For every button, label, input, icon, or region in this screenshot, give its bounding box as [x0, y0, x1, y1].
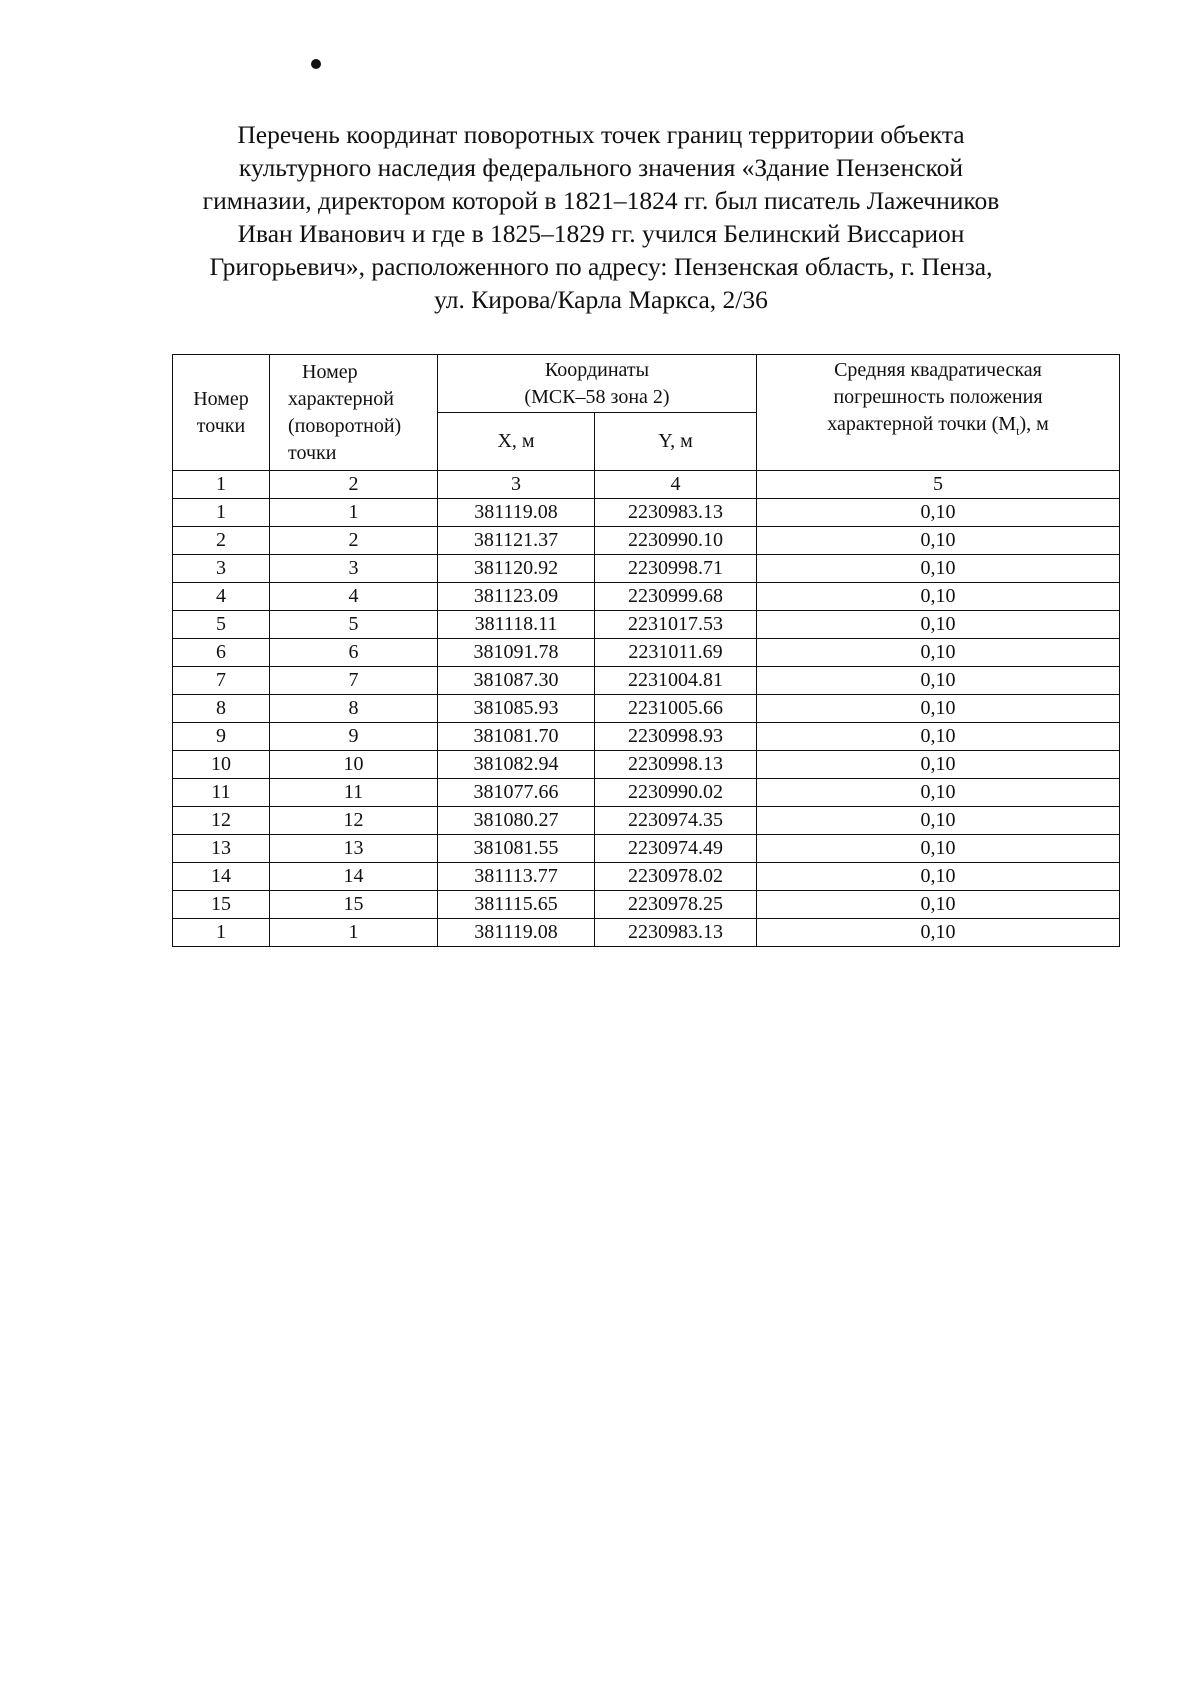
table-row	[173, 891, 1120, 919]
cell-error: 0,10	[757, 499, 1120, 527]
header-point-number	[173, 355, 270, 471]
cell-x: 381081.70	[438, 723, 595, 751]
cell-y: 2230990.02	[595, 779, 757, 807]
table-row	[173, 611, 1120, 639]
header-text: (МСК–58 зона 2)	[524, 385, 670, 408]
table-row	[173, 639, 1120, 667]
cell-error: 0,10	[757, 863, 1120, 891]
cell-characteristic-point: 15	[270, 891, 438, 919]
header-y: Y, м	[595, 413, 757, 471]
table-row	[173, 835, 1120, 863]
cell-x: 381121.37	[438, 527, 595, 555]
cell-x: 381115.65	[438, 891, 595, 919]
cell-point-number: 9	[173, 723, 270, 751]
cell-characteristic-point: 11	[270, 779, 438, 807]
cell-y: 2231017.53	[595, 611, 757, 639]
cell-y: 2230998.93	[595, 723, 757, 751]
cell-x: 381123.09	[438, 583, 595, 611]
cell-point-number: 4	[173, 583, 270, 611]
table-row	[173, 863, 1120, 891]
title-line: Иван Иванович и где в 1825–1829 гг. учился Белинский Виссарион	[237, 219, 965, 248]
cell-characteristic-point: 5	[270, 611, 438, 639]
cell-error: 0,10	[757, 891, 1120, 919]
title-line: гимназии, директором которой в 1821–1824 гг. был писатель Лажечников	[202, 186, 1000, 215]
header-text: погрешность положения	[833, 386, 1043, 408]
table-row	[173, 667, 1120, 695]
cell-error: 0,10	[757, 667, 1120, 695]
cell-point-number: 11	[173, 779, 270, 807]
table-row	[173, 527, 1120, 555]
cell-x: 381080.27	[438, 807, 595, 835]
header-characteristic-point-number	[270, 355, 438, 471]
cell-error: 0,10	[757, 611, 1120, 639]
cell-characteristic-point: 7	[270, 667, 438, 695]
cell-point-number: 12	[173, 807, 270, 835]
cell-error: 0,10	[757, 527, 1120, 555]
cell-error: 0,10	[757, 807, 1120, 835]
cell-error: 0,10	[757, 751, 1120, 779]
title-line: Перечень координат поворотных точек границ территории объекта	[237, 120, 965, 149]
cell-x: 381082.94	[438, 751, 595, 779]
table-row	[173, 807, 1120, 835]
header-text: точки	[196, 414, 246, 437]
column-number: 4	[595, 471, 757, 499]
cell-point-number: 3	[173, 555, 270, 583]
cell-y: 2231005.66	[595, 695, 757, 723]
subscript-t: t	[1016, 424, 1020, 438]
header-text	[757, 411, 1119, 445]
cell-characteristic-point: 1	[270, 919, 438, 947]
header-text: (поворотной)	[288, 414, 402, 437]
table-row	[173, 583, 1120, 611]
cell-characteristic-point: 1	[270, 499, 438, 527]
cell-y: 2230990.10	[595, 527, 757, 555]
cell-error: 0,10	[757, 639, 1120, 667]
document-title	[170, 118, 1032, 316]
table-row	[173, 499, 1120, 527]
column-number-row	[173, 471, 1120, 499]
cell-y: 2230978.25	[595, 891, 757, 919]
cell-characteristic-point: 10	[270, 751, 438, 779]
header-text: Номер	[302, 360, 358, 383]
cell-x: 381119.08	[438, 499, 595, 527]
header-text: Координаты	[544, 358, 650, 381]
column-number: 5	[757, 471, 1120, 499]
cell-error: 0,10	[757, 695, 1120, 723]
cell-x: 381081.55	[438, 835, 595, 863]
cell-point-number: 7	[173, 667, 270, 695]
cell-error: 0,10	[757, 835, 1120, 863]
cell-point-number: 8	[173, 695, 270, 723]
title-line: культурного наследия федерального значения «Здание Пензенской	[238, 153, 964, 182]
header-text-part: характерной точки (M	[827, 413, 1017, 435]
cell-x: 381120.92	[438, 555, 595, 583]
cell-y: 2230983.13	[595, 499, 757, 527]
cell-y: 2231004.81	[595, 667, 757, 695]
cell-x: 381119.08	[438, 919, 595, 947]
cell-characteristic-point: 3	[270, 555, 438, 583]
cell-error: 0,10	[757, 919, 1120, 947]
cell-point-number: 15	[173, 891, 270, 919]
coordinates-table	[172, 354, 1120, 947]
title-line: Григорьевич», расположенного по адресу: Пензенская область, г. Пенза,	[209, 252, 993, 281]
column-number: 2	[270, 471, 438, 499]
cell-error: 0,10	[757, 723, 1120, 751]
column-number: 1	[173, 471, 270, 499]
table-row	[173, 555, 1120, 583]
cell-error: 0,10	[757, 555, 1120, 583]
cell-characteristic-point: 13	[270, 835, 438, 863]
header-text: точки	[288, 441, 337, 464]
cell-x: 381113.77	[438, 863, 595, 891]
cell-characteristic-point: 9	[270, 723, 438, 751]
cell-characteristic-point: 2	[270, 527, 438, 555]
cell-characteristic-point: 6	[270, 639, 438, 667]
table-row	[173, 723, 1120, 751]
cell-error: 0,10	[757, 583, 1120, 611]
cell-point-number: 5	[173, 611, 270, 639]
cell-y: 2230983.13	[595, 919, 757, 947]
cell-x: 381118.11	[438, 611, 595, 639]
cell-error: 0,10	[757, 779, 1120, 807]
bullet-point	[311, 59, 321, 69]
table-body	[173, 471, 1120, 947]
header-text: Номер	[193, 387, 249, 410]
cell-x: 381091.78	[438, 639, 595, 667]
cell-point-number: 1	[173, 499, 270, 527]
cell-point-number: 10	[173, 751, 270, 779]
cell-y: 2230998.13	[595, 751, 757, 779]
cell-x: 381085.93	[438, 695, 595, 723]
header-x: X, м	[438, 413, 595, 471]
cell-point-number: 13	[173, 835, 270, 863]
table-row	[173, 919, 1120, 947]
cell-y: 2230974.49	[595, 835, 757, 863]
cell-characteristic-point: 4	[270, 583, 438, 611]
cell-x: 381087.30	[438, 667, 595, 695]
cell-y: 2230978.02	[595, 863, 757, 891]
cell-characteristic-point: 8	[270, 695, 438, 723]
table-row	[173, 779, 1120, 807]
cell-point-number: 14	[173, 863, 270, 891]
header-text: характерной	[288, 387, 394, 410]
cell-point-number: 2	[173, 527, 270, 555]
cell-point-number: 1	[173, 919, 270, 947]
cell-point-number: 6	[173, 639, 270, 667]
cell-characteristic-point: 14	[270, 863, 438, 891]
header-coordinates	[438, 355, 757, 413]
table-row	[173, 695, 1120, 723]
header-text-part: ), м	[1019, 413, 1049, 435]
table-row	[173, 751, 1120, 779]
title-line: ул. Кирова/Карла Маркса, 2/36	[434, 285, 768, 314]
cell-y: 2230974.35	[595, 807, 757, 835]
header-mean-square-error	[757, 355, 1120, 471]
cell-characteristic-point: 12	[270, 807, 438, 835]
header-text: Средняя квадратическая	[834, 359, 1042, 381]
cell-y: 2230999.68	[595, 583, 757, 611]
column-number: 3	[438, 471, 595, 499]
cell-y: 2230998.71	[595, 555, 757, 583]
cell-y: 2231011.69	[595, 639, 757, 667]
cell-x: 381077.66	[438, 779, 595, 807]
